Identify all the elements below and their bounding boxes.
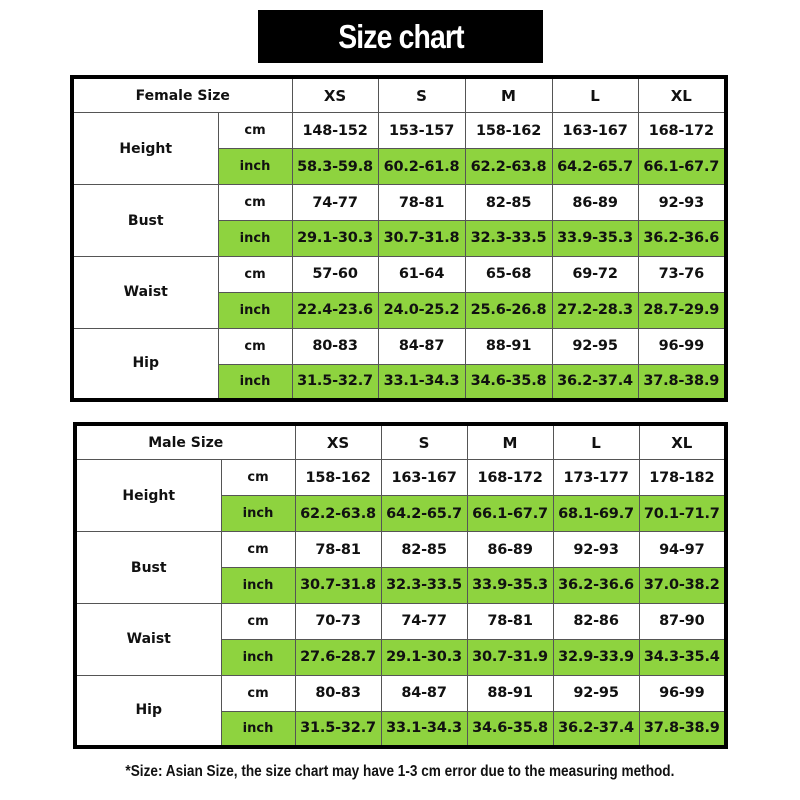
size-value-cell: 86-89 xyxy=(467,532,553,568)
size-value-cell: 96-99 xyxy=(639,675,726,711)
size-value-cell: 158-162 xyxy=(295,460,381,496)
size-label-s: S xyxy=(378,77,465,113)
size-value-cell: 27.2-28.3 xyxy=(552,292,638,328)
unit-label-inch: inch xyxy=(218,221,292,257)
unit-label-inch: inch xyxy=(221,568,295,604)
size-value-cell: 25.6-26.8 xyxy=(465,292,552,328)
size-value-cell: 92-93 xyxy=(553,532,639,568)
size-value-cell: 153-157 xyxy=(378,113,465,149)
size-value-cell: 173-177 xyxy=(553,460,639,496)
unit-label-cm: cm xyxy=(221,603,295,639)
size-header-row xyxy=(75,424,726,460)
measurement-label-height: Height xyxy=(75,460,221,532)
size-label-xl: XL xyxy=(638,77,726,113)
size-value-cell: 28.7-29.9 xyxy=(638,292,726,328)
size-value-cell: 33.1-34.3 xyxy=(381,711,467,747)
size-value-cell: 163-167 xyxy=(552,113,638,149)
unit-label-inch: inch xyxy=(218,292,292,328)
size-value-cell: 36.2-37.4 xyxy=(553,711,639,747)
chart-title-text: Size chart xyxy=(337,17,464,55)
size-value-cell: 30.7-31.8 xyxy=(295,568,381,604)
size-value-cell: 73-76 xyxy=(638,256,726,292)
measurement-label-hip: Hip xyxy=(72,328,218,400)
waist-cm-row xyxy=(72,256,726,292)
size-value-cell: 36.2-36.6 xyxy=(638,221,726,257)
chart-title xyxy=(258,10,543,63)
unit-label-cm: cm xyxy=(218,185,292,221)
unit-label-inch: inch xyxy=(221,496,295,532)
unit-label-inch: inch xyxy=(221,639,295,675)
size-value-cell: 87-90 xyxy=(639,603,726,639)
size-value-cell: 69-72 xyxy=(552,256,638,292)
size-value-cell: 86-89 xyxy=(552,185,638,221)
size-label-xl: XL xyxy=(639,424,726,460)
size-value-cell: 32.3-33.5 xyxy=(381,568,467,604)
size-value-cell: 61-64 xyxy=(378,256,465,292)
size-label-l: L xyxy=(553,424,639,460)
size-value-cell: 64.2-65.7 xyxy=(552,149,638,185)
size-value-cell: 37.8-38.9 xyxy=(638,364,726,400)
measurement-label-bust: Bust xyxy=(72,185,218,257)
size-value-cell: 78-81 xyxy=(295,532,381,568)
size-value-cell: 70-73 xyxy=(295,603,381,639)
size-header-label: Male Size xyxy=(75,424,295,460)
size-value-cell: 30.7-31.9 xyxy=(467,639,553,675)
size-value-cell: 60.2-61.8 xyxy=(378,149,465,185)
size-footnote-text: *Size: Asian Size, the size chart may have 1-3 cm error due to the measuring method. xyxy=(125,763,675,780)
size-value-cell: 24.0-25.2 xyxy=(378,292,465,328)
measurement-label-height: Height xyxy=(72,113,218,185)
size-label-l: L xyxy=(552,77,638,113)
size-value-cell: 36.2-37.4 xyxy=(552,364,638,400)
size-value-cell: 178-182 xyxy=(639,460,726,496)
size-value-cell: 68.1-69.7 xyxy=(553,496,639,532)
female-size-table xyxy=(70,75,728,402)
size-label-xs: XS xyxy=(292,77,378,113)
height-cm-row xyxy=(72,113,726,149)
size-value-cell: 92-95 xyxy=(553,675,639,711)
measurement-label-bust: Bust xyxy=(75,532,221,604)
unit-label-cm: cm xyxy=(218,113,292,149)
unit-label-cm: cm xyxy=(218,328,292,364)
size-value-cell: 88-91 xyxy=(467,675,553,711)
size-value-cell: 148-152 xyxy=(292,113,378,149)
size-value-cell: 32.3-33.5 xyxy=(465,221,552,257)
unit-label-cm: cm xyxy=(221,460,295,496)
size-value-cell: 37.8-38.9 xyxy=(639,711,726,747)
size-value-cell: 29.1-30.3 xyxy=(381,639,467,675)
size-value-cell: 82-85 xyxy=(465,185,552,221)
unit-label-cm: cm xyxy=(221,532,295,568)
measurement-label-waist: Waist xyxy=(75,603,221,675)
size-value-cell: 74-77 xyxy=(381,603,467,639)
size-value-cell: 29.1-30.3 xyxy=(292,221,378,257)
size-value-cell: 92-95 xyxy=(552,328,638,364)
size-value-cell: 33.1-34.3 xyxy=(378,364,465,400)
hip-cm-row xyxy=(72,328,726,364)
size-value-cell: 78-81 xyxy=(467,603,553,639)
unit-label-cm: cm xyxy=(221,675,295,711)
size-value-cell: 37.0-38.2 xyxy=(639,568,726,604)
size-value-cell: 34.3-35.4 xyxy=(639,639,726,675)
size-value-cell: 82-86 xyxy=(553,603,639,639)
size-label-xs: XS xyxy=(295,424,381,460)
size-value-cell: 80-83 xyxy=(295,675,381,711)
size-value-cell: 22.4-23.6 xyxy=(292,292,378,328)
size-value-cell: 84-87 xyxy=(378,328,465,364)
size-value-cell: 84-87 xyxy=(381,675,467,711)
size-value-cell: 31.5-32.7 xyxy=(292,364,378,400)
size-value-cell: 92-93 xyxy=(638,185,726,221)
size-value-cell: 66.1-67.7 xyxy=(467,496,553,532)
size-value-cell: 66.1-67.7 xyxy=(638,149,726,185)
size-value-cell: 168-172 xyxy=(467,460,553,496)
size-value-cell: 34.6-35.8 xyxy=(465,364,552,400)
size-value-cell: 78-81 xyxy=(378,185,465,221)
size-footnote xyxy=(0,763,800,781)
height-cm-row xyxy=(75,460,726,496)
size-value-cell: 96-99 xyxy=(638,328,726,364)
size-header-row xyxy=(72,77,726,113)
bust-cm-row xyxy=(75,532,726,568)
size-value-cell: 82-85 xyxy=(381,532,467,568)
size-label-m: M xyxy=(467,424,553,460)
size-value-cell: 80-83 xyxy=(292,328,378,364)
size-value-cell: 70.1-71.7 xyxy=(639,496,726,532)
size-label-m: M xyxy=(465,77,552,113)
measurement-label-waist: Waist xyxy=(72,256,218,328)
measurement-label-hip: Hip xyxy=(75,675,221,747)
size-value-cell: 74-77 xyxy=(292,185,378,221)
size-value-cell: 30.7-31.8 xyxy=(378,221,465,257)
unit-label-inch: inch xyxy=(218,364,292,400)
male-size-table xyxy=(73,422,728,749)
bust-cm-row xyxy=(72,185,726,221)
size-value-cell: 158-162 xyxy=(465,113,552,149)
size-value-cell: 27.6-28.7 xyxy=(295,639,381,675)
waist-cm-row xyxy=(75,603,726,639)
size-value-cell: 31.5-32.7 xyxy=(295,711,381,747)
unit-label-inch: inch xyxy=(218,149,292,185)
size-value-cell: 88-91 xyxy=(465,328,552,364)
size-value-cell: 94-97 xyxy=(639,532,726,568)
size-value-cell: 32.9-33.9 xyxy=(553,639,639,675)
unit-label-inch: inch xyxy=(221,711,295,747)
hip-cm-row xyxy=(75,675,726,711)
size-value-cell: 168-172 xyxy=(638,113,726,149)
size-value-cell: 62.2-63.8 xyxy=(465,149,552,185)
size-value-cell: 64.2-65.7 xyxy=(381,496,467,532)
size-value-cell: 33.9-35.3 xyxy=(467,568,553,604)
size-value-cell: 33.9-35.3 xyxy=(552,221,638,257)
size-value-cell: 34.6-35.8 xyxy=(467,711,553,747)
size-value-cell: 62.2-63.8 xyxy=(295,496,381,532)
size-value-cell: 58.3-59.8 xyxy=(292,149,378,185)
unit-label-cm: cm xyxy=(218,256,292,292)
size-value-cell: 57-60 xyxy=(292,256,378,292)
size-label-s: S xyxy=(381,424,467,460)
size-value-cell: 36.2-36.6 xyxy=(553,568,639,604)
size-value-cell: 65-68 xyxy=(465,256,552,292)
size-value-cell: 163-167 xyxy=(381,460,467,496)
size-header-label: Female Size xyxy=(72,77,292,113)
